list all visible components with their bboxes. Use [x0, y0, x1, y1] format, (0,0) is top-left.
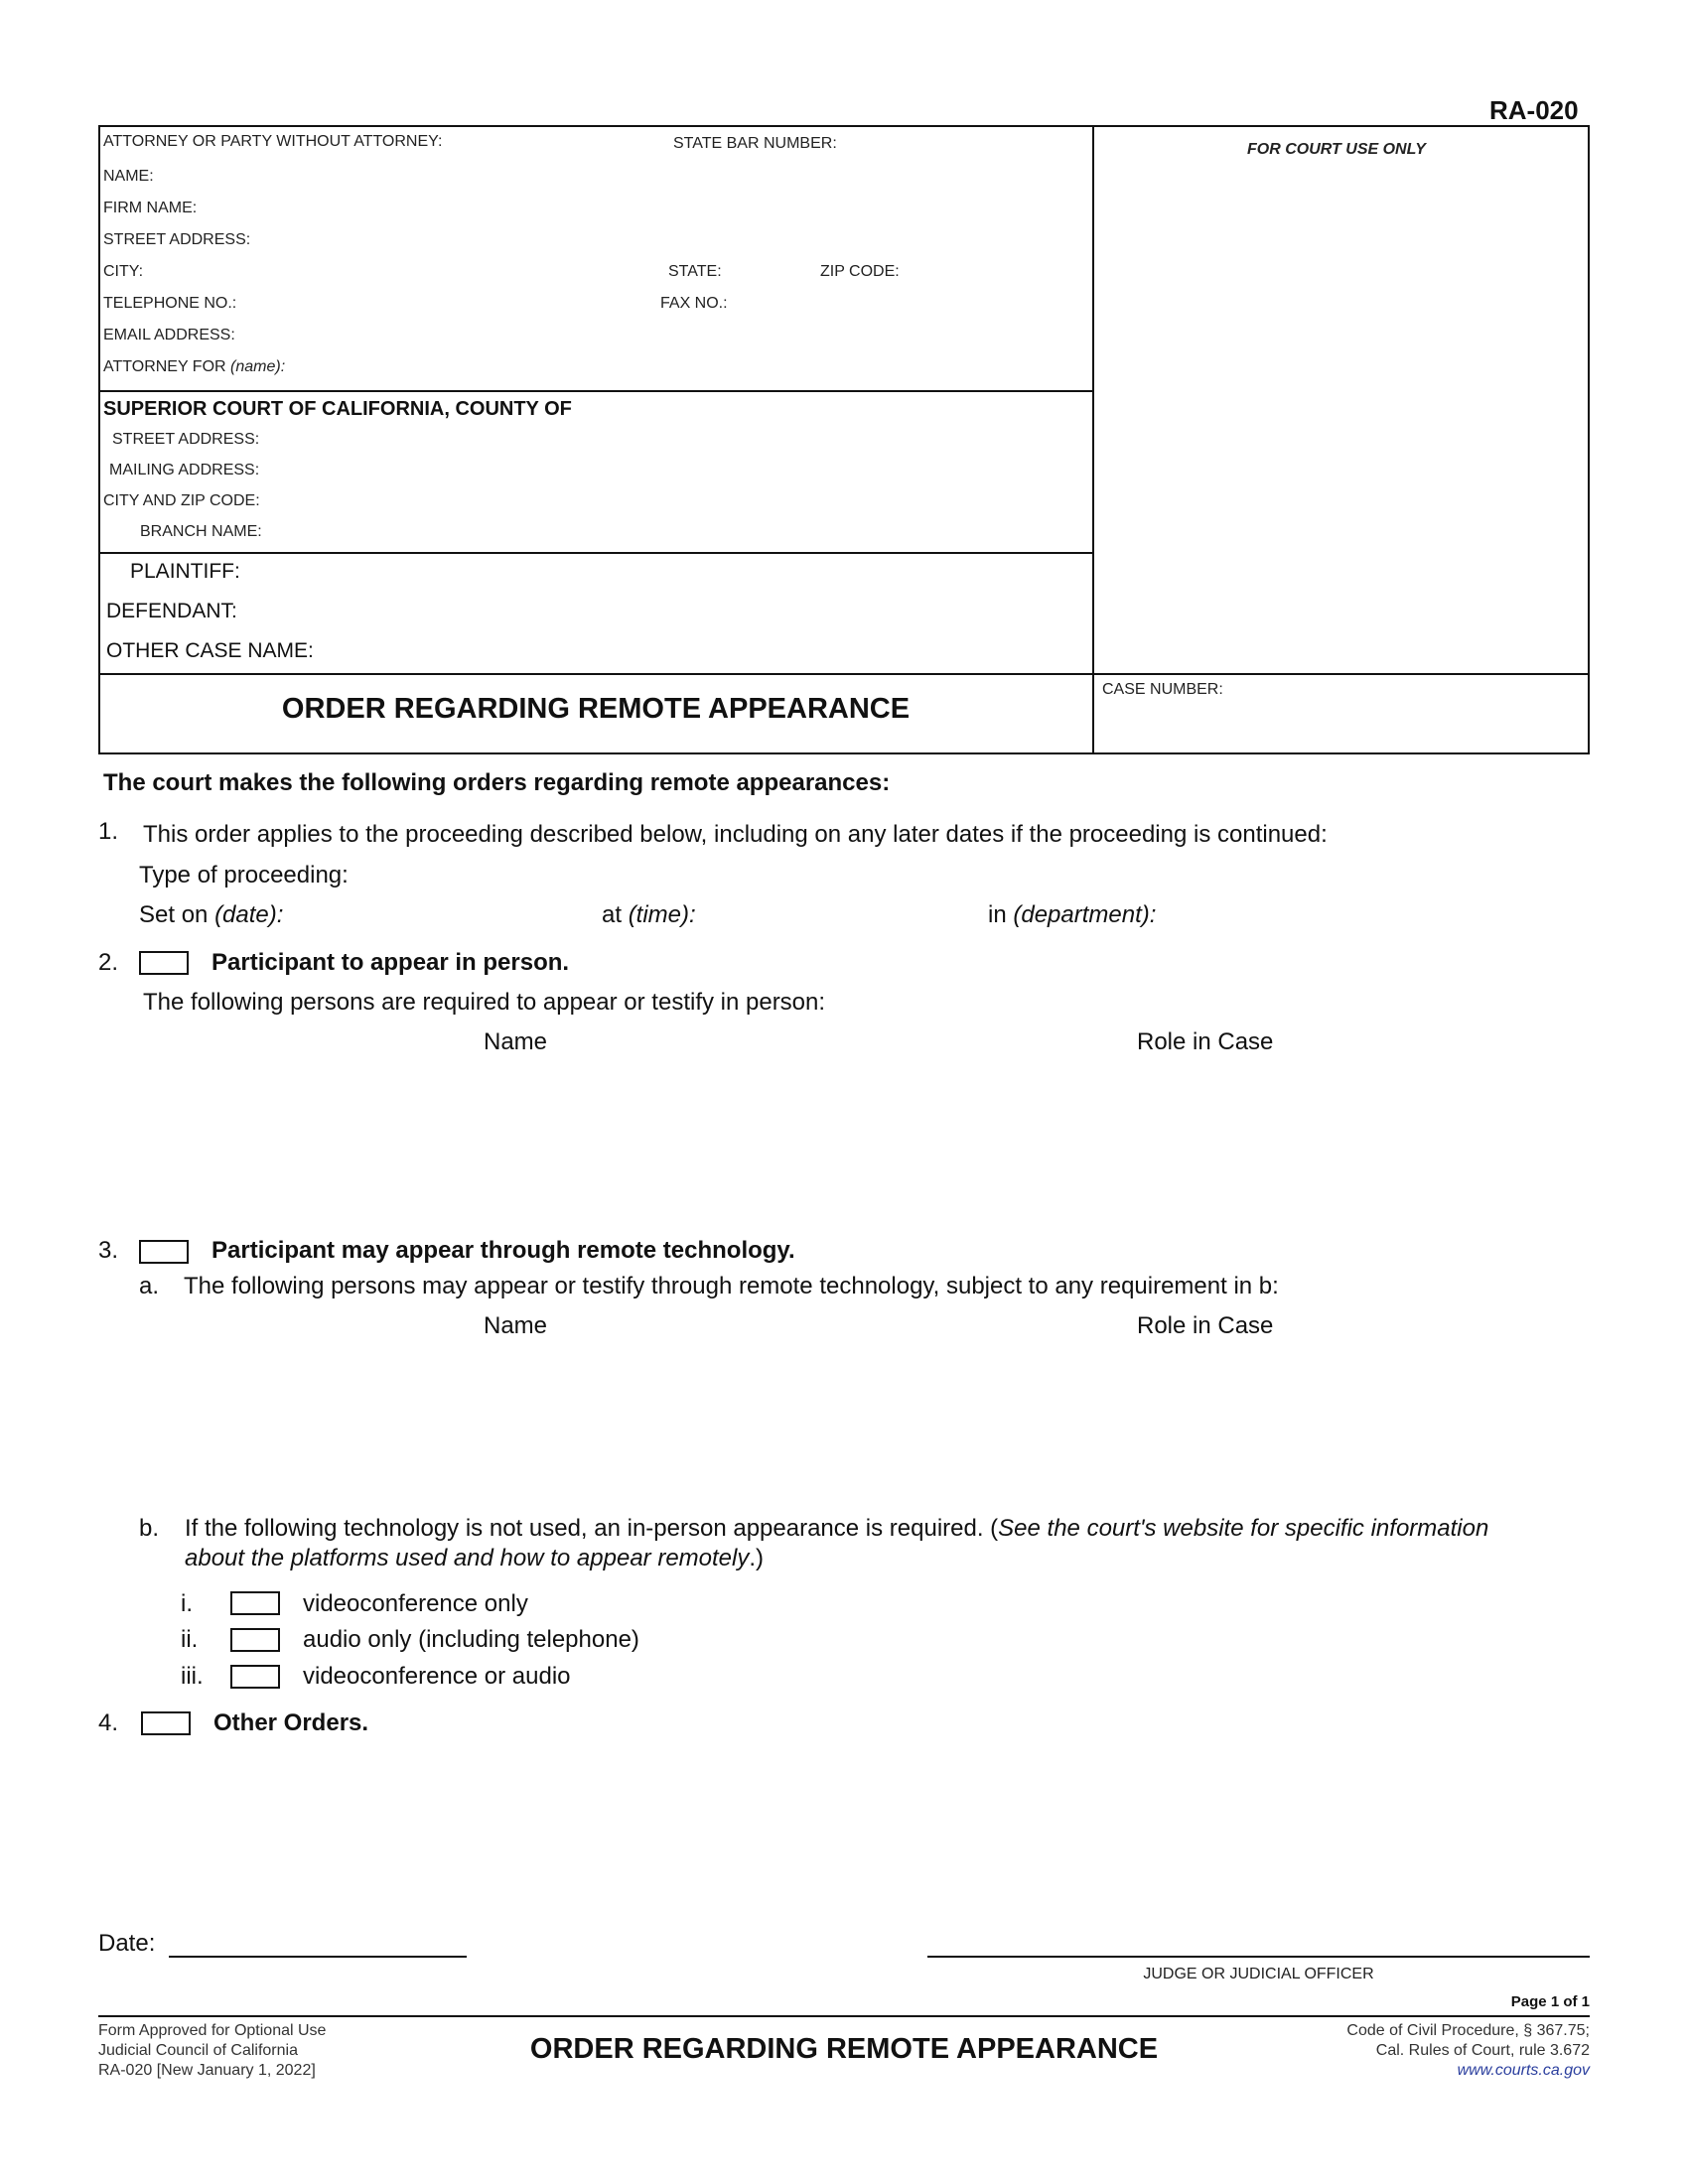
footer-rule [98, 2015, 1590, 2017]
attorney-for-label [103, 358, 285, 376]
court-city-label: CITY AND ZIP CODE: [103, 492, 260, 509]
option-label: iii. [181, 1663, 204, 1690]
item-3b-line2-italic: about the platforms used and how to appear remotely [185, 1545, 750, 1571]
caption-divider [1092, 125, 1094, 754]
item-3-checkbox[interactable] [139, 1240, 189, 1264]
item-3-title: Participant may appear through remote technology. [211, 1237, 795, 1264]
footer-left-line3: RA-020 [New January 1, 2022] [98, 2062, 316, 2079]
email-label: EMAIL ADDRESS: [103, 327, 235, 343]
in-text: in [988, 901, 1007, 928]
page-number: Page 1 of 1 [1510, 1993, 1590, 2010]
judge-label: JUDGE OR JUDICIAL OFFICER [1143, 1966, 1374, 1982]
state-label: STATE: [668, 263, 722, 280]
date-line[interactable] [169, 1956, 467, 1958]
court-use-label: FOR COURT USE ONLY [1247, 141, 1426, 158]
item-3-number: 3. [98, 1237, 119, 1264]
option-label: i. [181, 1590, 193, 1617]
at-text: at [602, 901, 623, 928]
zip-label: ZIP CODE: [820, 263, 900, 280]
item-3a-text: The following persons may appear or testify through remote technology, subject to any requirement in b: [184, 1273, 1279, 1299]
date-hint: (date): [214, 901, 284, 928]
item-2-name-header: Name [484, 1028, 548, 1055]
item-3-name-header: Name [484, 1312, 548, 1339]
item-3b-line1 [185, 1515, 1488, 1543]
street-label: STREET ADDRESS: [103, 231, 251, 248]
option-text: videoconference or audio [303, 1663, 571, 1690]
date-label: Date: [98, 1930, 156, 1957]
rule-court-parties [98, 552, 1092, 554]
court-street-label: STREET ADDRESS: [112, 431, 260, 448]
footer-left-line1: Form Approved for Optional Use [98, 2022, 327, 2039]
footer-right [1346, 2021, 1590, 2081]
phone-label: TELEPHONE NO.: [103, 295, 237, 312]
item-1-text: This order applies to the proceeding described below, including on any later dates if the proceeding is continued: [143, 821, 1328, 848]
item-2-title: Participant to appear in person. [211, 949, 570, 976]
city-label: CITY: [103, 263, 144, 280]
attorney-for-hint: (name): [230, 358, 286, 375]
attorney-label: ATTORNEY OR PARTY WITHOUT ATTORNEY: [103, 133, 443, 150]
item-3b-text-end: .) [749, 1545, 765, 1571]
item-3-role-header: Role in Case [1137, 1312, 1274, 1339]
item-3a-label: a. [139, 1273, 160, 1299]
defendant-label: DEFENDANT: [106, 600, 237, 622]
item-2-role-header: Role in Case [1137, 1028, 1274, 1055]
rule-parties-title [98, 673, 1590, 675]
set-on-text: Set on [139, 901, 209, 928]
other-case-label: OTHER CASE NAME: [106, 639, 314, 662]
footer-title: ORDER REGARDING REMOTE APPEARANCE [529, 2033, 1159, 2065]
intro-text: The court makes the following orders regarding remote appearances: [103, 769, 891, 796]
item-3b-text-italic: See the court's website for specific information [998, 1515, 1489, 1542]
footer-left-line2: Judicial Council of California [98, 2042, 298, 2059]
item-4-checkbox[interactable] [141, 1711, 191, 1735]
item-3b-line2 [185, 1545, 764, 1572]
attorney-for-text: ATTORNEY FOR [103, 358, 226, 375]
order-title: ORDER REGARDING REMOTE APPEARANCE [281, 693, 911, 725]
plaintiff-label: PLAINTIFF: [130, 560, 240, 583]
name-label: NAME: [103, 168, 154, 185]
footer-right-line1: Code of Civil Procedure, § 367.75; [1346, 2022, 1590, 2039]
item-4-number: 4. [98, 1709, 119, 1736]
item-2-checkbox[interactable] [139, 951, 189, 975]
time-label [602, 901, 696, 929]
courts-website-link[interactable]: www.courts.ca.gov [1457, 2062, 1590, 2079]
court-branch-label: BRANCH NAME: [140, 523, 262, 540]
department-hint: (department): [1013, 901, 1157, 928]
court-mailing-label: MAILING ADDRESS: [109, 462, 260, 478]
case-number-label: CASE NUMBER: [1102, 681, 1223, 698]
item-3b-label: b. [139, 1515, 160, 1542]
footer-right-line2: Cal. Rules of Court, rule 3.672 [1375, 2042, 1590, 2059]
signature-line[interactable] [927, 1956, 1590, 1958]
item-3b-text-start: If the following technology is not used, an in-person appearance is required. ( [185, 1515, 999, 1542]
fax-label: FAX NO.: [660, 295, 728, 312]
set-on-label [139, 901, 283, 929]
item-1-number: 1. [98, 818, 119, 845]
proceeding-type-label: Type of proceeding: [139, 862, 349, 888]
time-hint: (time): [628, 901, 696, 928]
caption-box [98, 125, 1590, 754]
option-text: audio only (including telephone) [303, 1626, 639, 1653]
item-4-title: Other Orders. [213, 1709, 369, 1736]
department-label [988, 901, 1156, 929]
audio-only-checkbox[interactable] [230, 1628, 280, 1652]
item-2-number: 2. [98, 949, 119, 976]
court-title: SUPERIOR COURT OF CALIFORNIA, COUNTY OF [103, 398, 572, 420]
rule-attorney-court [98, 390, 1092, 392]
form-number: RA-020 [1489, 95, 1579, 125]
firm-label: FIRM NAME: [103, 200, 198, 216]
option-label: ii. [181, 1626, 199, 1653]
item-2-text: The following persons are required to appear or testify in person: [143, 989, 826, 1016]
videoconference-or-audio-checkbox[interactable] [230, 1665, 280, 1689]
option-text: videoconference only [303, 1590, 528, 1617]
videoconference-only-checkbox[interactable] [230, 1591, 280, 1615]
bar-number-label: STATE BAR NUMBER: [673, 135, 837, 152]
